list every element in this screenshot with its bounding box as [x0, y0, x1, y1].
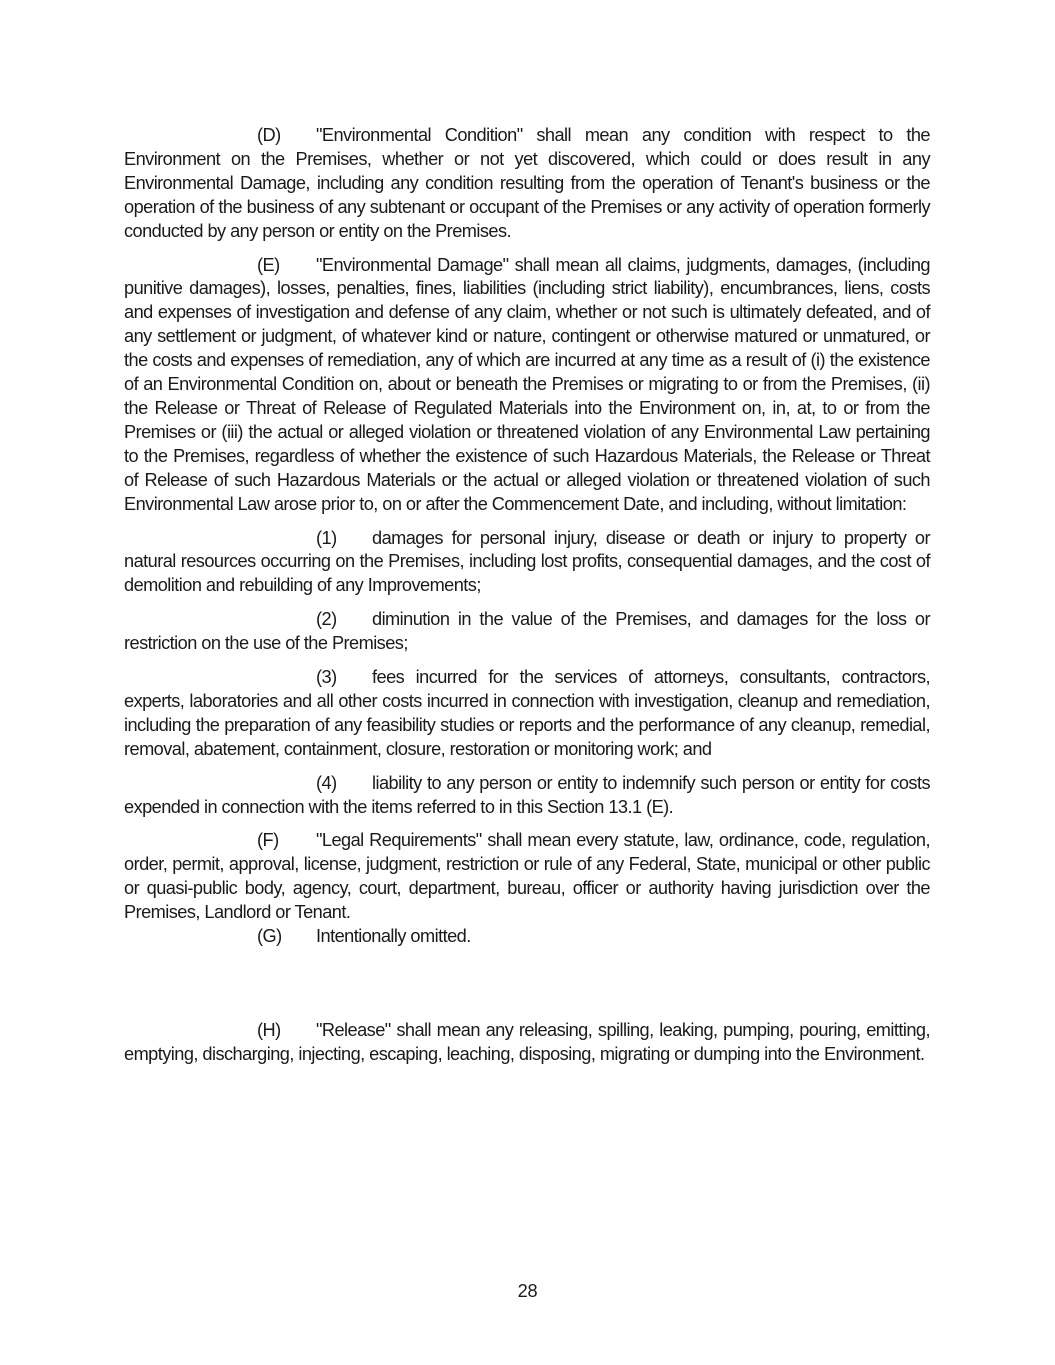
sub-item-label: (4): [316, 772, 337, 793]
paragraph-label: (D): [257, 125, 281, 145]
paragraph-label: (G): [257, 926, 282, 947]
paragraph-text: "Release" shall mean any releasing, spilling, leaking, pumping, pouring, emitting, emptying, discharging, injecting, escaping, leaching, disposing, migrating or dumping into the Environment.: [124, 1020, 930, 1064]
paragraph-label: (E): [257, 254, 280, 275]
paragraph-text: "Environmental Damage" shall mean all claims, judgments, damages, (including punitive damages), losses, penalties, fines, liabilities (including strict liability), encumbrances, liens, costs and expenses of investigation and defense of any claim, whether or not such is ultimately defeated, and of any settlement or judgment, of whatever kind or nature, contingent or otherwise matured or unmatured, or the costs and expenses of remediation, any of which are incurred at any time as a result of (i) the existence of an Environmental Condition on, about or beneath the Premises or migrating to or from the Premises, (ii) the Release or Threat of Release of Regulated Materials into the Environment on, in, at, to or from the Premises or (iii) the actual or alleged violation or threatened violation of any Environmental Law pertaining to the Premises, regardless of whether the existence of such Hazardous Materials, the Release or Threat of Release of such Hazardous Materials or the actual or alleged violation or threatened violation of such Environmental Law arose prior to, on or after the Commencement Date, and including, without limitation:: [124, 254, 930, 514]
paragraph-text: "Legal Requirements" shall mean every statute, law, ordinance, code, regulation, order, permit, approval, license, judgment, restriction or rule of any Federal, State, municipal or other public or quasi-public body, agency, court, department, bureau, officer or authority having jurisdiction over the Premises, Landlord or Tenant.: [124, 830, 930, 923]
sub-item-text: fees incurred for the services of attorneys, consultants, contractors, experts, laboratories and all other costs incurred in connection with investigation, cleanup and remediation, including the preparation of any feasibility studies or reports and the performance of any cleanup, remedial, removal, abatement, containment, closure, restoration or monitoring work; and: [124, 667, 930, 759]
sub-item-label: (2): [316, 609, 337, 630]
paragraph-text: Intentionally omitted.: [316, 926, 471, 947]
paragraph-label: (H): [257, 1020, 281, 1040]
definition-paragraph-g: [124, 925, 930, 949]
sub-item-text: liability to any person or entity to indemnify such person or entity for costs expended in connection with the items referred to in this Section 13.1 (E).: [124, 772, 930, 817]
blank-space: [124, 949, 930, 1019]
definition-paragraph-f: [124, 829, 930, 925]
sub-item-text: damages for personal injury, disease or death or injury to property or natural resources occurring on the Premises, including lost profits, consequential damages, and the cost of demolition and rebuilding of any Improvements;: [124, 527, 930, 596]
sub-item-1: [124, 527, 930, 599]
sub-item-text: diminution in the value of the Premises, and damages for the loss or restriction on the use of the Premises;: [124, 609, 930, 654]
definition-paragraph-d: [124, 124, 930, 244]
sub-item-3: [124, 666, 930, 762]
sub-item-4: [124, 772, 930, 820]
definition-paragraph-h: [124, 1019, 930, 1067]
sub-item-label: (1): [316, 527, 337, 548]
page-number: 28: [517, 1281, 538, 1301]
document-page: [124, 124, 930, 1077]
paragraph-text: "Environmental Condition" shall mean any condition with respect to the Environment on the Premises, whether or not yet discovered, which could or does result in any Environmental Damage, including any condition resulting from the operation of Tenant's business or the operation of the business of any subtenant or occupant of the Premises or any activity of operation formerly conducted by any person or entity on the Premises.: [124, 125, 930, 241]
paragraph-label: (F): [257, 830, 279, 851]
sub-item-2: [124, 608, 930, 656]
definition-paragraph-e: [124, 254, 930, 517]
sub-item-label: (3): [316, 667, 337, 688]
